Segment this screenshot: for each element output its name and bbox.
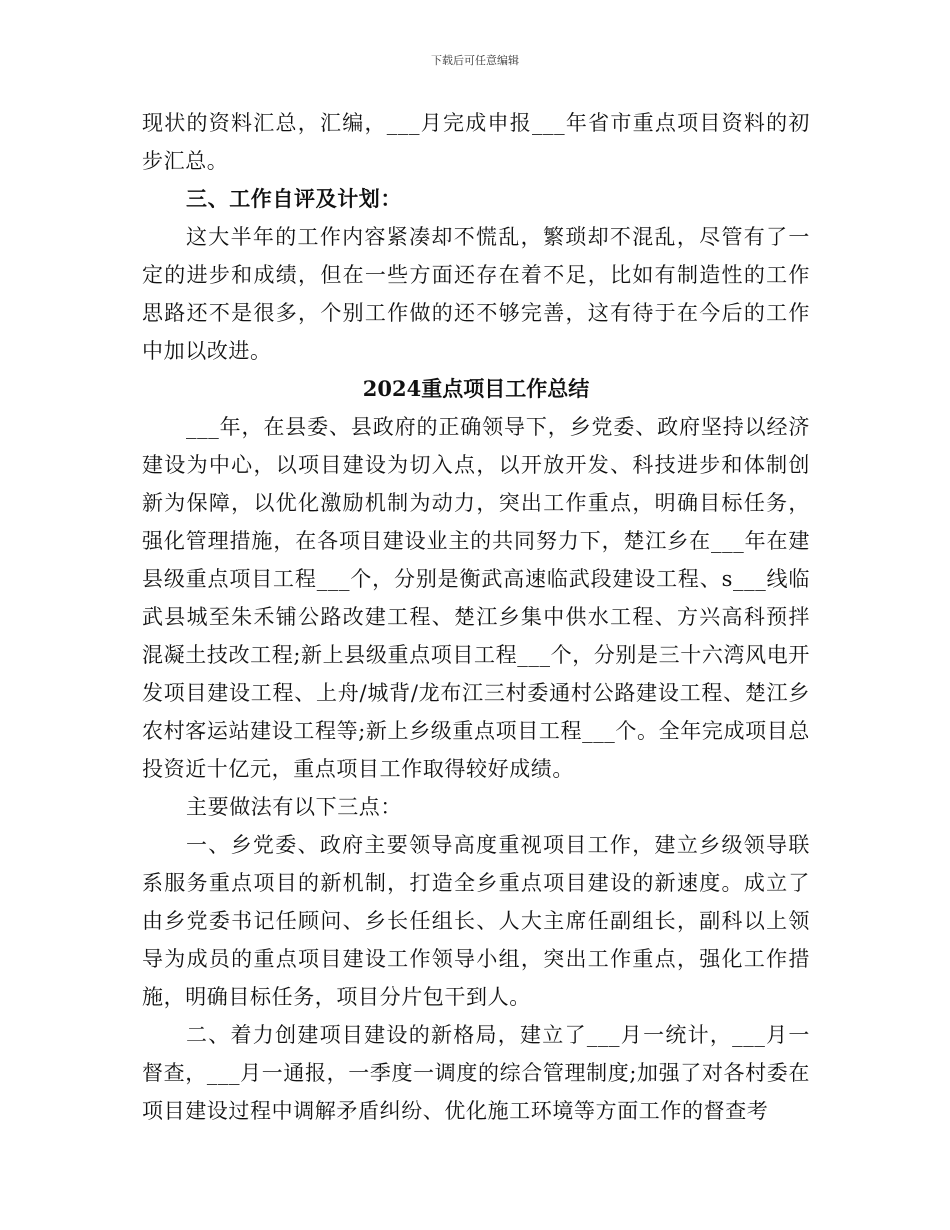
paragraph-self-evaluation: 这大半年的工作内容紧凑却不慌乱，繁琐却不混乱，尽管有了一定的进步和成绩，但在一些方面还存在着不足，比如有制造性的工作思路还不是很多，个别工作做的还不够完善，这有待于在今后的工作中加以改进。 xyxy=(142,225,810,363)
paragraph-point-two: 二、着力创建项目建设的新格局，建立了___月一统计，___月一督查，___月一通报，一季度一调度的综合管理制度;加强了对各村委在项目建设过程中调解矛盾纠纷、优化施工环境等方面工作的督查考 xyxy=(142,1023,810,1123)
page-header: 下载后可任意编辑 xyxy=(431,54,519,67)
document-body xyxy=(142,104,810,1130)
section-heading-self-evaluation: 三、工作自评及计划： xyxy=(186,186,402,211)
document-title: 2024重点项目工作总结 xyxy=(362,376,590,401)
paragraph-point-one: 一、乡党委、政府主要领导高度重视项目工作，建立乡级领导联系服务重点项目的新机制，打造全乡重点项目建设的新速度。成立了由乡党委书记任顾问、乡长任组长、人大主席任副组长，副科以上领导为成员的重点项目建设工作领导小组，突出工作重点，强化工作措施，明确目标任务，项目分片包干到人。 xyxy=(142,833,810,1009)
paragraph-overview: ___年，在县委、县政府的正确领导下，乡党委、政府坚持以经济建设为中心，以项目建设为切入点，以开放开发、科技进步和体制创新为保障，以优化激励机制为动力，突出工作重点，明确目标任务，强化管理措施，在各项目建设业主的共同努力下，楚江乡在___年在建县级重点项目工程___个，分别是衡武高速临武段建设工程、s___线临武县城至朱禾铺公路改建工程、楚江乡集中供水工程、方兴高科预拌混凝土技改工程;新上县级重点项目工程___个，分别是三十六湾风电开发项目建设工程、上舟/城背/龙布江三村委通村公路建设工程、楚江乡农村客运站建设工程等;新上乡级重点项目工程___个。全年完成项目总投资近十亿元，重点项目工作取得较好成绩。 xyxy=(142,415,810,781)
paragraph-main-practices-intro: 主要做法有以下三点： xyxy=(186,795,402,819)
paragraph-continuation: 现状的资料汇总，汇编，___月完成申报___年省市重点项目资料的初步汇总。 xyxy=(142,111,810,173)
